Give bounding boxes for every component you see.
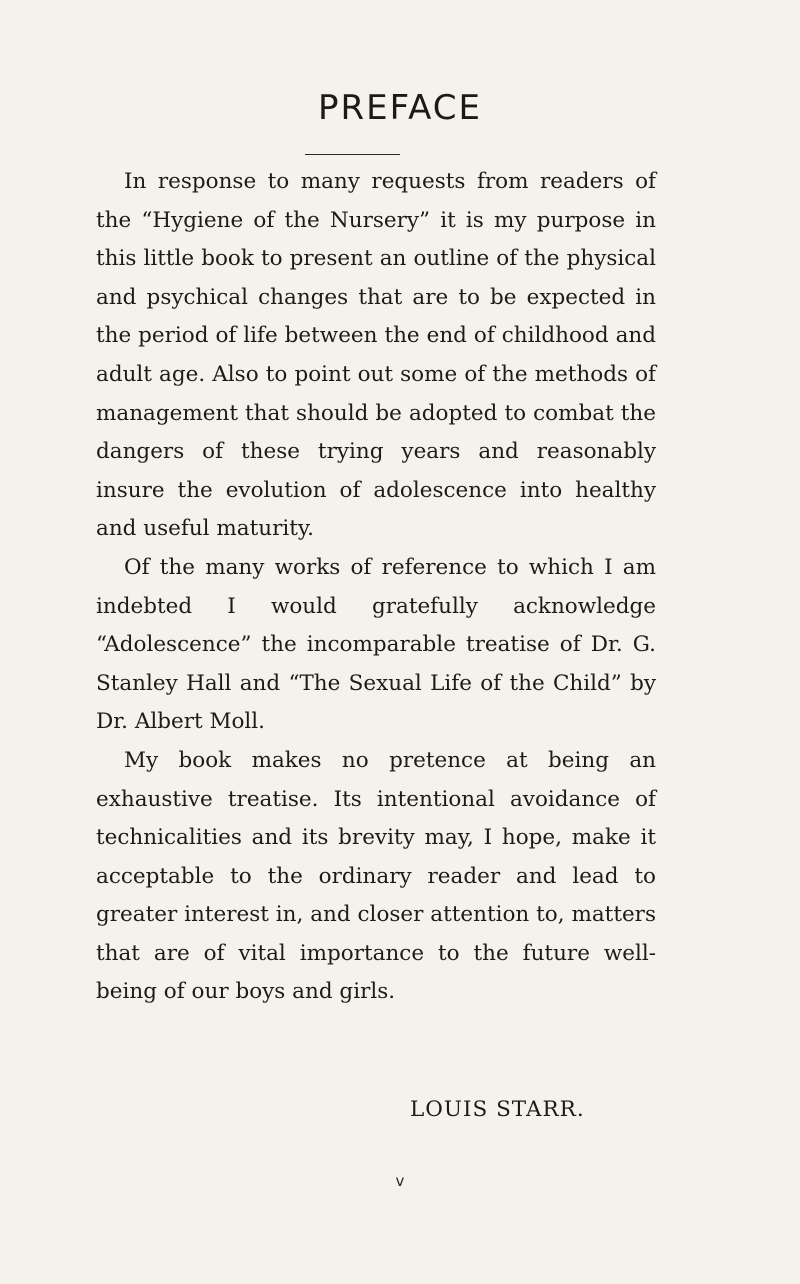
page-heading: PREFACE bbox=[318, 88, 482, 128]
author-signature: LOUIS STARR. bbox=[410, 1097, 585, 1122]
page-number: v bbox=[395, 1172, 405, 1190]
preface-body bbox=[96, 163, 656, 1012]
heading-rule bbox=[305, 154, 400, 155]
paragraph: Of the many works of reference to which I am indebted I would gratefully acknowledge “Adolescence” the incomparable treatise of Dr. G. Stanley Hall and “The Sexual Life of the Child” by Dr. Albert Moll. bbox=[96, 554, 656, 735]
paragraph: In response to many requests from readers of the “Hygiene of the Nursery” it is my purpose in this little book to present an outline of the physical and psychical changes that are to be expected in the period of life between the end of childhood and adult age. Also to point out some of the methods of management that should be adopted to combat the dangers of these trying years and reasonably insure the evolution of adolescence into healthy and useful maturity. bbox=[96, 169, 656, 542]
paragraph: My book makes no pretence at being an exhaustive treatise. Its intentional avoidance of technicalities and its brevity may, I hope, make it acceptable to the ordinary reader and lead to greater interest in, and closer attention to, matters that are of vital importance to the future well-being of our boys and girls. bbox=[96, 747, 656, 1005]
